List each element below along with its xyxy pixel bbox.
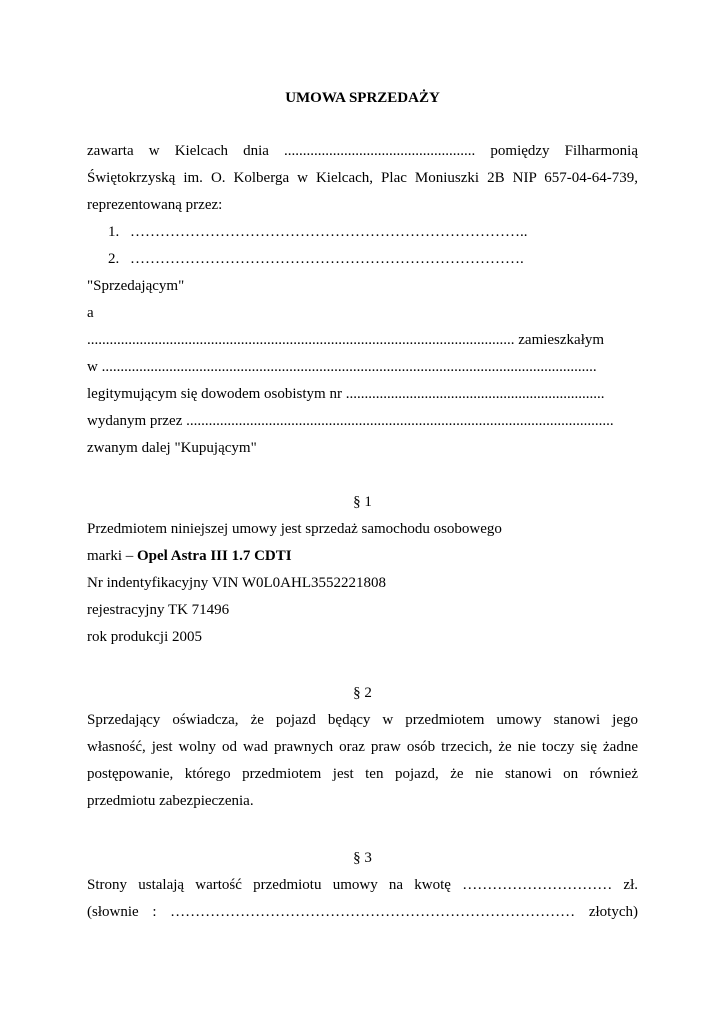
section-1-year: rok produkcji 2005 [87, 629, 202, 645]
intro-line-2: Świętokrzyską im. O. Kolberga w Kielcach, Plac Moniuszki 2B NIP 657-04-64-739, [87, 170, 638, 186]
section-1-heading: § 1 [353, 494, 372, 510]
intro-line-1: zawarta w Kielcach dnia ................................................... pomiędzy Filharmonią [87, 143, 638, 159]
document-title: UMOWA SPRZEDAŻY [285, 90, 440, 106]
section-2-line-4: przedmiotu zabezpieczenia. [87, 793, 254, 809]
buyer-line-4: wydanym przez .................................................................................................................. [87, 413, 614, 429]
section-1-registration: rejestracyjny TK 71496 [87, 602, 230, 618]
buyer-line-3: legitymującym się dowodem osobistym nr ..................................................................... [87, 386, 605, 402]
seller-label: "Sprzedającym" [87, 278, 185, 294]
section-3-heading: § 3 [353, 850, 372, 866]
section-3-line-2: (słownie : ……………………………………………………………………… złotych) [87, 904, 638, 920]
representative-blank: ……………………………………………………………………. [130, 251, 524, 267]
make-value: Opel Astra III 1.7 CDTI [137, 548, 292, 564]
section-1-vin: Nr indentyfikacyjny VIN W0L0AHL3552221808 [87, 575, 386, 591]
and-word: a [87, 305, 94, 321]
section-2-line-1: Sprzedający oświadcza, że pojazd będący w przedmiotem umowy stanowi jego [87, 712, 638, 728]
representative-blank: …………………………………………………………………….. [130, 224, 528, 240]
section-2-heading: § 2 [353, 685, 372, 701]
section-3-line-1: Strony ustalają wartość przedmiotu umowy na kwotę ………………………… zł. [87, 877, 638, 893]
buyer-line-2: w .................................................................................................................................... [87, 359, 597, 375]
section-1-line-1: Przedmiotem niniejszej umowy jest sprzedaż samochodu osobowego [87, 521, 502, 537]
representative-item-2 [108, 249, 638, 269]
intro-line-3: reprezentowaną przez: [87, 197, 223, 213]
representative-number: 2. [108, 251, 120, 267]
representative-item-1 [108, 222, 638, 242]
representative-number: 1. [108, 224, 120, 240]
make-prefix: marki – [87, 548, 137, 564]
section-1-make [87, 546, 638, 566]
section-2-line-3: postępowanie, którego przedmiotem jest ten pojazd, że nie stanowi on również [87, 766, 638, 782]
section-2-line-2: własność, jest wolny od wad prawnych oraz praw osób trzecich, że nie toczy się żadne [87, 739, 638, 755]
buyer-line-5: zwanym dalej "Kupującym" [87, 440, 257, 456]
buyer-line-1: .................................................................................................................. zamieszkałym [87, 332, 605, 348]
